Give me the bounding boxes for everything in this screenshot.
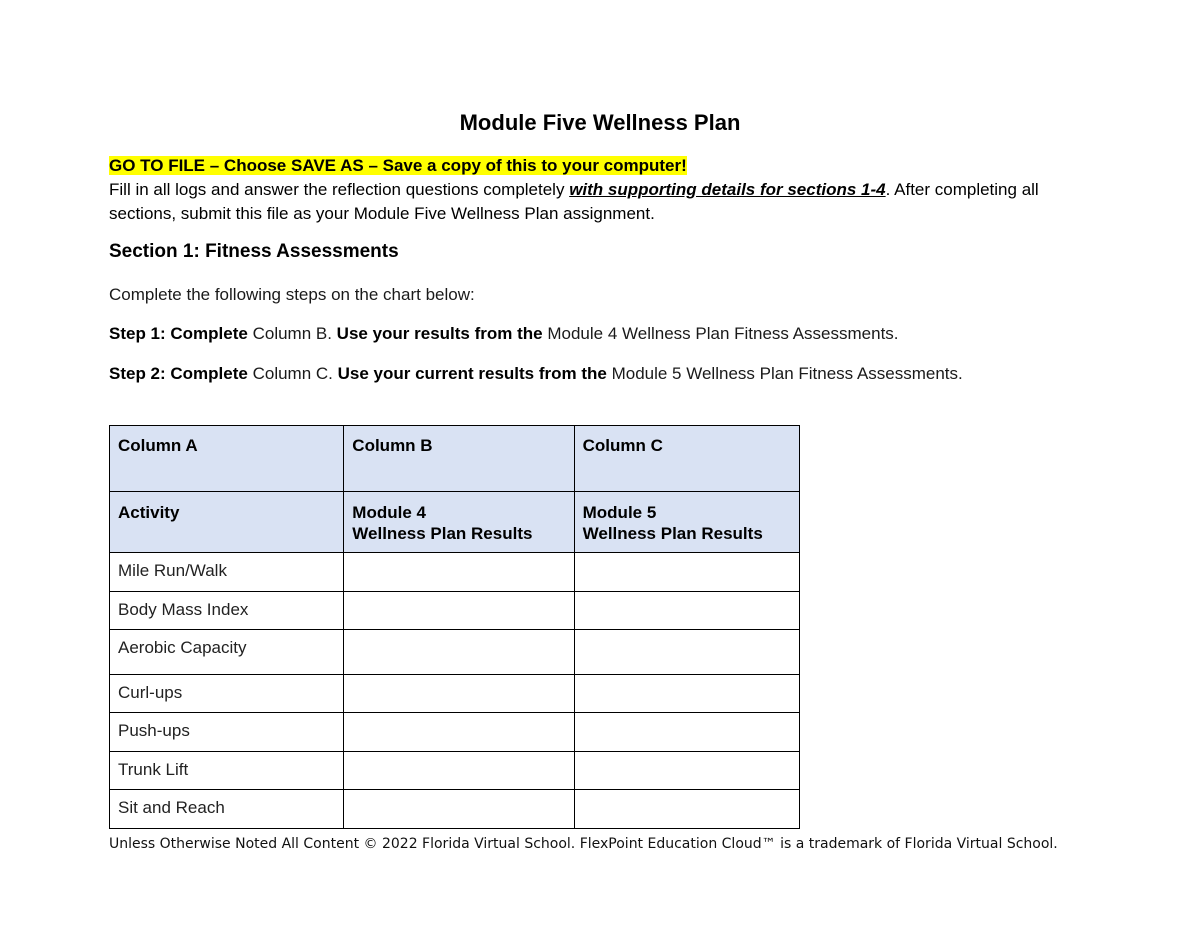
table-row	[110, 553, 800, 592]
activity-cell: Trunk Lift	[110, 752, 344, 790]
save-notice: GO TO FILE – Choose SAVE AS – Save a copy of this to your computer!	[109, 156, 687, 175]
column-b-header: Column B	[344, 426, 574, 492]
module-4-header-line2: Wellness Plan Results	[352, 524, 533, 543]
module-5-result-cell[interactable]	[574, 752, 799, 790]
table-row	[110, 752, 800, 790]
module-4-header	[344, 492, 574, 553]
module-4-result-cell[interactable]	[344, 790, 574, 829]
page-title: Module Five Wellness Plan	[459, 110, 741, 135]
module-5-result-cell[interactable]	[574, 553, 799, 592]
step-1	[109, 324, 899, 344]
copyright-footer: Unless Otherwise Noted All Content © 2022 Florida Virtual School. FlexPoint Education Cloud™ is a trademark of Florida Virtual School.	[109, 836, 1058, 852]
table-row	[110, 790, 800, 829]
table-row	[110, 592, 800, 630]
table-row	[110, 675, 800, 713]
module-5-result-cell[interactable]	[574, 675, 799, 713]
module-4-result-cell[interactable]	[344, 752, 574, 790]
column-c-header: Column C	[574, 426, 799, 492]
activity-cell: Body Mass Index	[110, 592, 344, 630]
module-5-result-cell[interactable]	[574, 592, 799, 630]
section-heading: Section 1: Fitness Assessments	[109, 241, 399, 262]
steps-intro: Complete the following steps on the chart below:	[109, 285, 475, 304]
module-4-result-cell[interactable]	[344, 553, 574, 592]
instructions-text-2: . After completing all sections, submit this file as your Module Five Wellness Plan assignment.	[109, 180, 1039, 223]
module-5-header-line2: Wellness Plan Results	[582, 524, 763, 543]
step-1-label: Step 1: Complete	[109, 324, 248, 343]
step-1-bold-2: Use your results from the	[336, 324, 543, 343]
activity-cell: Sit and Reach	[110, 790, 344, 829]
module-4-result-cell[interactable]	[344, 713, 574, 752]
module-5-result-cell[interactable]	[574, 713, 799, 752]
step-2-text-1: Column C.	[247, 364, 338, 383]
module-4-result-cell[interactable]	[344, 675, 574, 713]
column-a-header: Column A	[110, 426, 344, 492]
table-header-row	[110, 426, 800, 492]
table-row	[110, 713, 800, 752]
module-5-result-cell[interactable]	[574, 790, 799, 829]
activity-cell: Push-ups	[110, 713, 344, 752]
instructions	[109, 154, 1099, 226]
step-2-bold-2: Use your current results from the	[337, 364, 607, 383]
instructions-emphasis: with supporting details for sections 1-4	[569, 180, 886, 199]
activity-cell: Aerobic Capacity	[110, 630, 344, 675]
fitness-assessment-table	[109, 425, 800, 829]
module-5-header	[574, 492, 799, 553]
activity-header-label: Activity	[118, 503, 180, 522]
step-1-text-2: Module 4 Wellness Plan Fitness Assessments.	[542, 324, 899, 343]
module-4-result-cell[interactable]	[344, 630, 574, 675]
activity-header	[110, 492, 344, 553]
step-1-text-1: Column B.	[247, 324, 337, 343]
module-4-result-cell[interactable]	[344, 592, 574, 630]
instructions-text-1: Fill in all logs and answer the reflection questions completely	[109, 180, 570, 199]
step-2-text-2: Module 5 Wellness Plan Fitness Assessments.	[606, 364, 963, 383]
table-subheader-row	[110, 492, 800, 553]
activity-cell: Curl-ups	[110, 675, 344, 713]
activity-cell: Mile Run/Walk	[110, 553, 344, 592]
step-2-label: Step 2: Complete	[109, 364, 248, 383]
module-5-header-line1: Module 5	[582, 503, 657, 522]
module-5-result-cell[interactable]	[574, 630, 799, 675]
step-2	[109, 364, 963, 384]
module-4-header-line1: Module 4	[352, 503, 426, 522]
table-row	[110, 630, 800, 675]
